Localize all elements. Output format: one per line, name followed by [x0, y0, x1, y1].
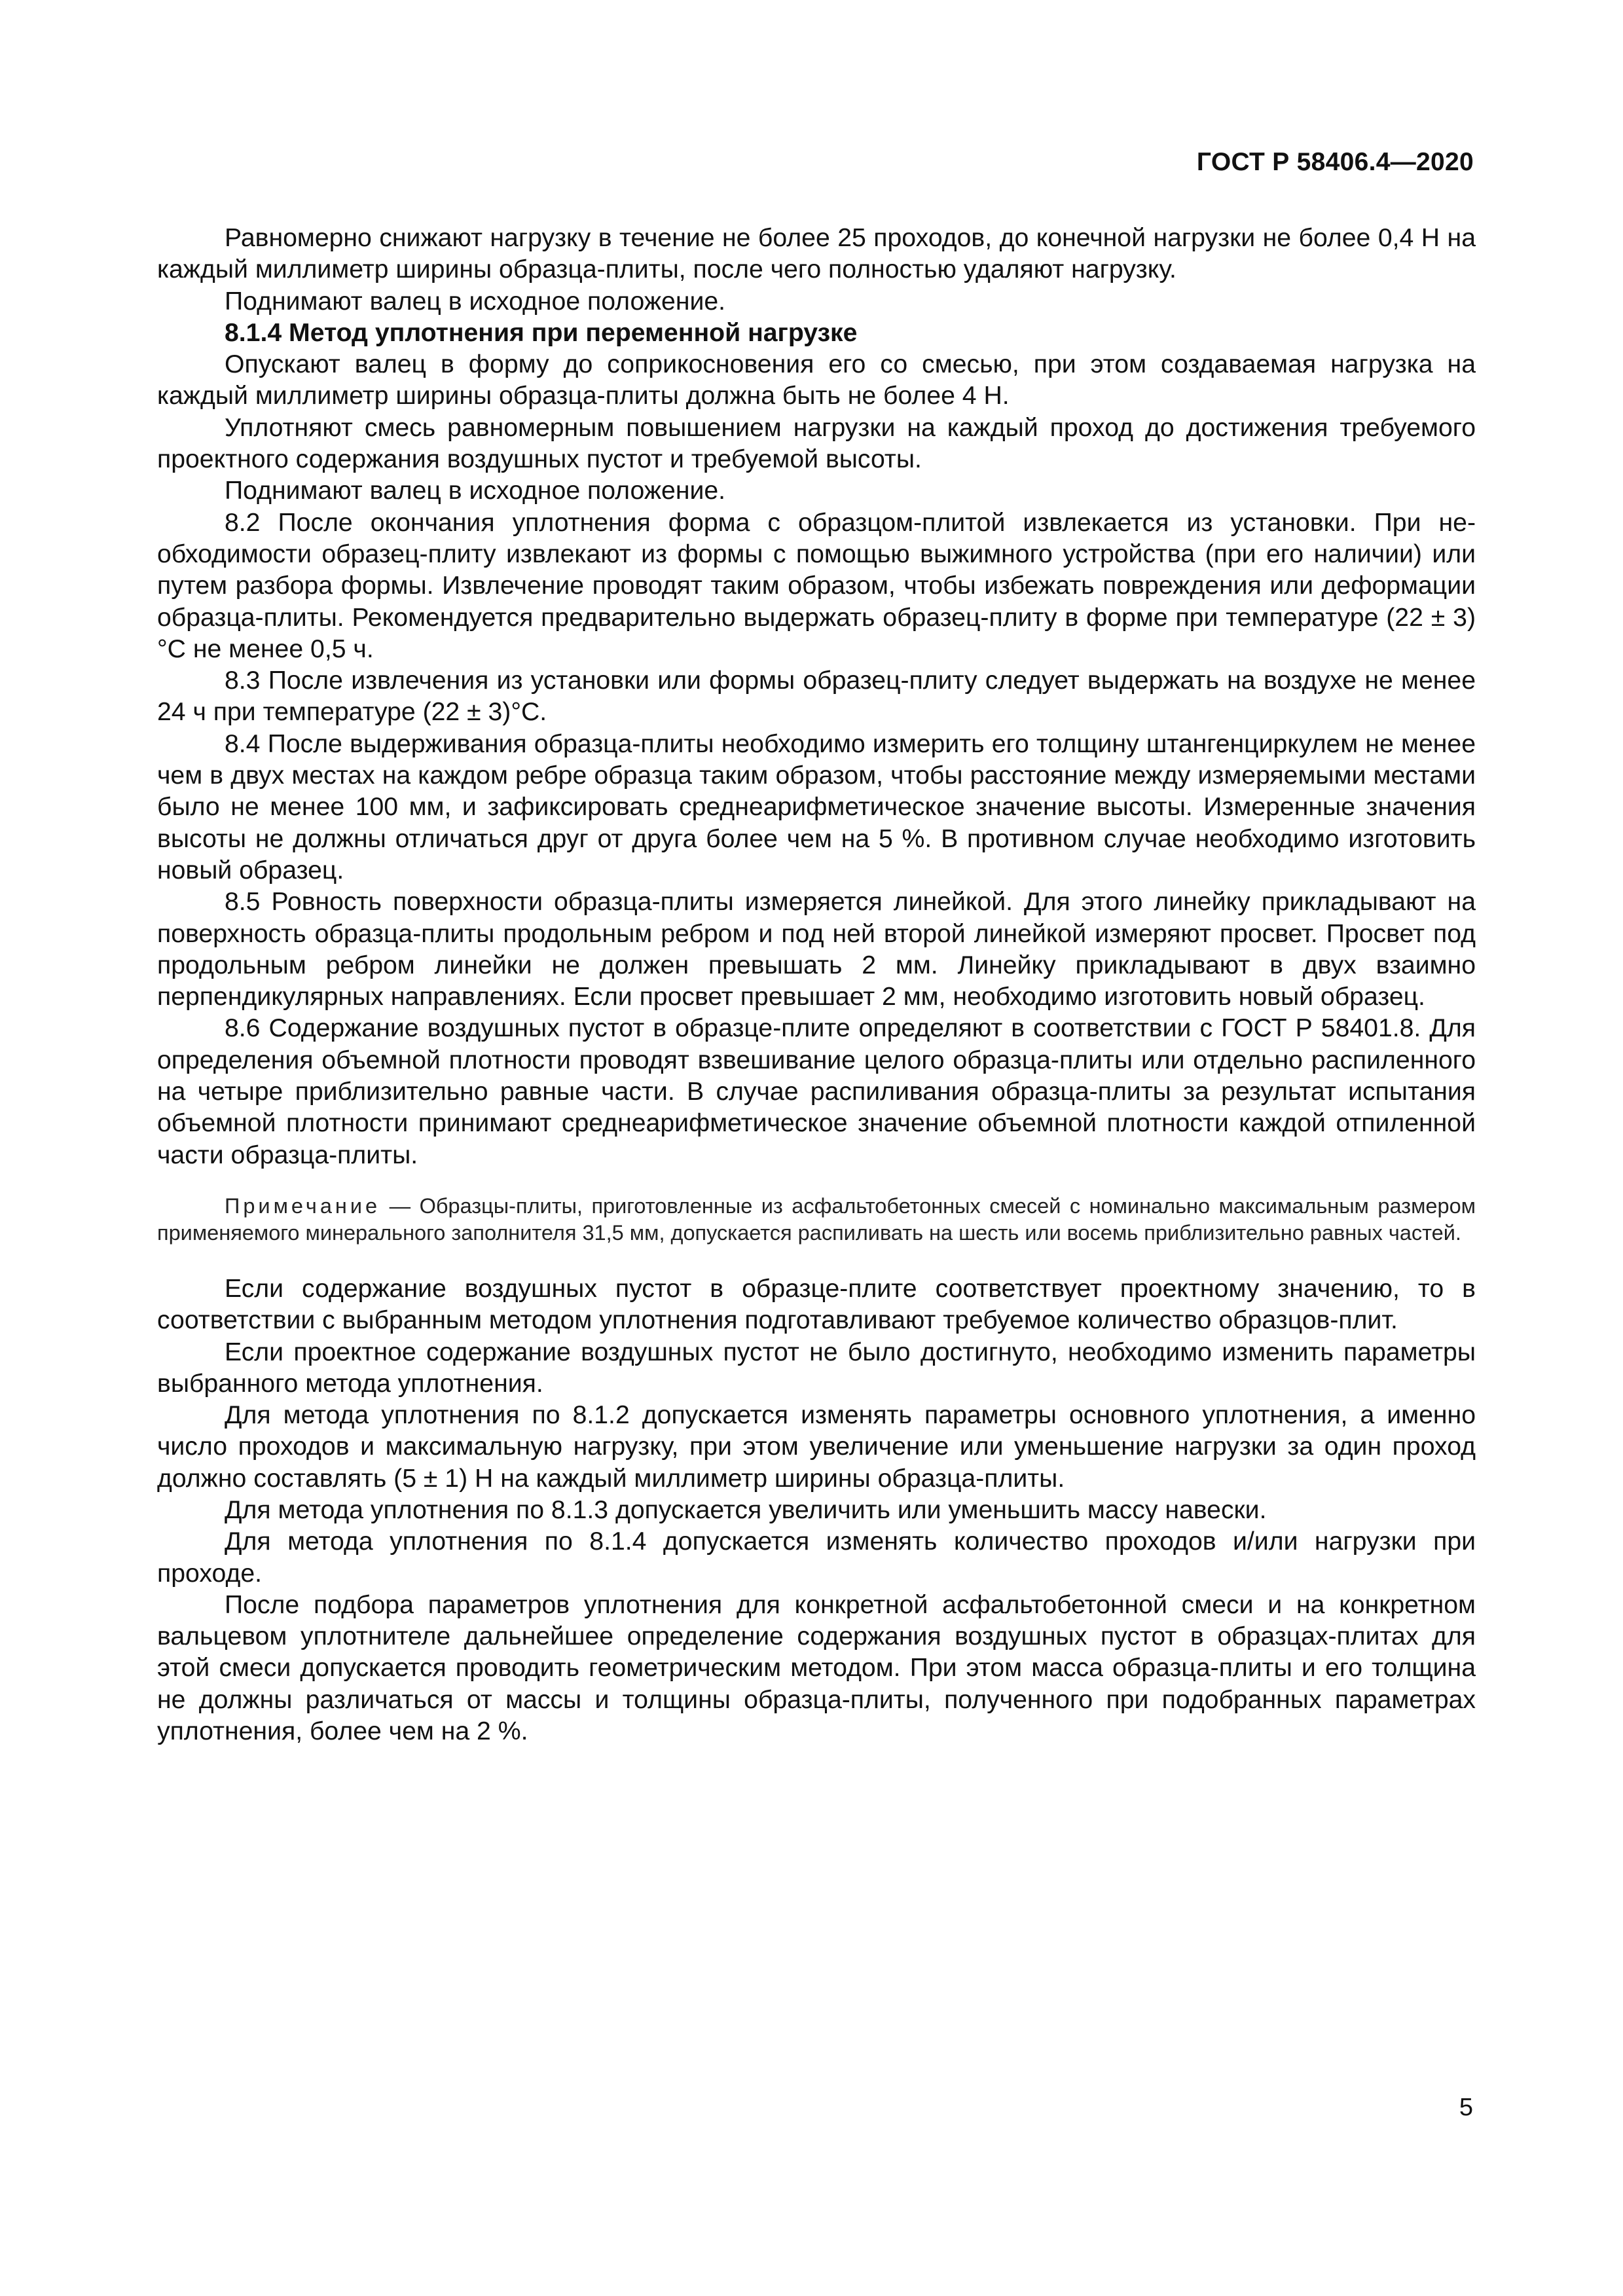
paragraph: Если содержание воздушных пустот в образце-плите соответствует проектному значению, то в соответствии с выбранным методом уплотнения подготавливают требуемое количество образцов-плит.: [157, 1274, 1476, 1335]
paragraph: Для метода уплотнения по 8.1.2 допускается изменять параметры основного уплотнения, а именно число проходов и максимальную нагрузку, при этом увеличение или уменьшение нагрузки за один проход должно составлять (5 ± 1) Н на каждый миллиметр ширины образца-плиты.: [157, 1401, 1476, 1493]
note-text: — Образцы-плиты, приготовленные из асфальтобетонных смесей с номинально максимальным размером применяемого минерального заполнителя 31,5 мм, допускается распиливать на шесть или восемь приблизительно равных частей.: [157, 1194, 1476, 1245]
note-label: Примечание: [225, 1194, 381, 1218]
note: [157, 1193, 1476, 1247]
document-body: [157, 223, 1476, 1747]
document-header: ГОСТ Р 58406.4—2020: [1196, 148, 1474, 176]
paragraph: 8.5 Ровность поверхности образца-плиты измеряется линейкой. Для этого линейку прикладывают на поверхность образца-плиты продольным ребром и под ней второй линейкой измеряют просвет. Просвет под продольным ребром линейки не должен превышать 2 мм. Линейку прикладывают в двух взаимно перпендикулярных направлениях. Если просвет превышает 2 мм, необходимо изготовить новый образец.: [157, 888, 1476, 1011]
paragraph: Поднимают валец в исходное положение.: [225, 287, 726, 316]
paragraph: Для метода уплотнения по 8.1.4 допускается изменять количество проходов и/или нагрузки при проходе.: [157, 1527, 1476, 1588]
section-heading: 8.1.4 Метод уплотнения при переменной нагрузке: [225, 318, 858, 347]
paragraph: 8.6 Содержание воздушных пустот в образце-плите определяют в соответствии с ГОСТ Р 58401.8. Для определения объемной плотности проводят взвешивание целого образца-плиты или отдельно распиленного на четыре приблизительно равные части. В случае распиливания образца-плиты за результат испытания объемной плотности принимают среднеарифметическое значение объемной плотности каждой отпиленной части образца-плиты.: [157, 1014, 1476, 1169]
paragraph: 8.4 После выдерживания образца-плиты необходимо измерить его толщину штангенциркулем не менее чем в двух местах на каждом ребре образца таким образом, чтобы расстояние между измеряемыми местами было не менее 100 мм, и зафиксировать среднеарифметическое значение высоты. Измеренные значения высоты не должны отличаться друг от друга более чем на 5 %. В противном случае необходимо изготовить новый образец.: [157, 729, 1476, 884]
paragraph: Опускают валец в форму до соприкосновения его со смесью, при этом создаваемая нагрузка на каждый миллиметр ширины образца-плиты должна быть не более 4 Н.: [157, 350, 1476, 410]
paragraph: Для метода уплотнения по 8.1.3 допускается увеличить или уменьшить массу навески.: [225, 1495, 1267, 1524]
page-number: 5: [1459, 2094, 1473, 2121]
paragraph: Равномерно снижают нагрузку в течение не более 25 проходов, до конечной нагрузки не более 0,4 Н на каждый миллиметр ширины образца-плиты, после чего полностью удаляют нагрузку.: [157, 224, 1476, 284]
paragraph: Поднимают валец в исходное положение.: [225, 477, 726, 505]
paragraph: 8.2 После окончания уплотнения форма с образцом-плитой извлекается из установки. При необходимости образец-плиту извлекают из формы с помощью выжимного устройства (при его наличии) или путем разбора формы. Извлечение проводят таким образом, чтобы избежать повреждения или деформации образца-плиты. Рекомендуется предварительно выдержать образец-плиту в форме при температуре (22 ± 3) °С не менее 0,5 ч.: [157, 508, 1476, 663]
paragraph: Уплотняют смесь равномерным повышением нагрузки на каждый проход до достижения требуемого проектного содержания воздушных пустот и требуемой высоты.: [157, 413, 1476, 474]
paragraph: После подбора параметров уплотнения для конкретной асфальтобетонной смеси и на конкретном вальцевом уплотнителе дальнейшее определение содержания воздушных пустот в образцах-плитах для этой смеси допускается проводить геометрическим методом. При этом масса образца-плиты и его толщина не должны различаться от массы и толщины образца-плиты, полученного при подобранных параметрах уплотнения, более чем на 2 %.: [157, 1590, 1476, 1746]
paragraph: 8.3 После извлечения из установки или формы образец-плиту следует выдержать на воздухе не менее 24 ч при температуре (22 ± 3)°С.: [157, 666, 1476, 727]
paragraph: Если проектное содержание воздушных пустот не было достигнуто, необходимо изменить параметры выбранного метода уплотнения.: [157, 1338, 1476, 1398]
